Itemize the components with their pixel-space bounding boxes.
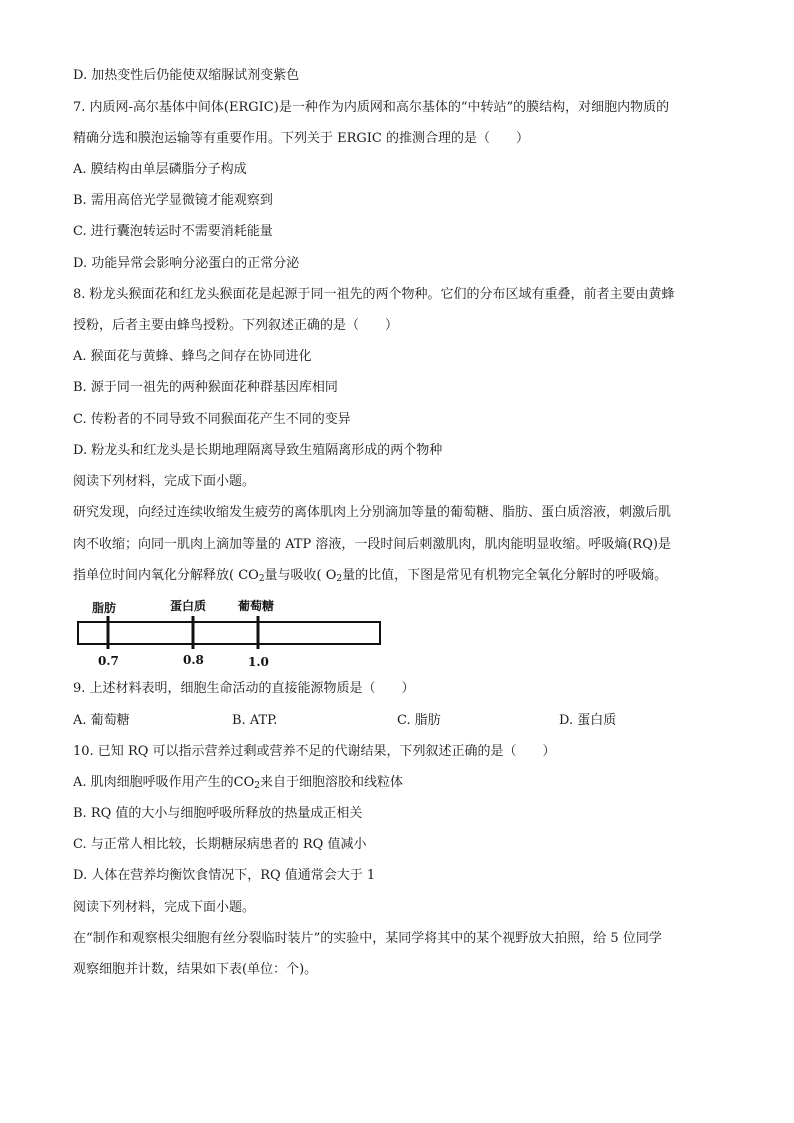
q9-option-b: B. ATP.: [232, 713, 278, 728]
q10-option-b: B. RQ 值的大小与细胞呼吸所释放的热量成正相关: [73, 806, 363, 821]
q10-option-c: C. 与正常人相比较，长期糖尿病患者的 RQ 值减小: [73, 837, 367, 852]
q9-option-a: A. 葡萄糖: [73, 713, 130, 728]
material-2-line-1: 在“制作和观察根尖细胞有丝分裂临时装片”的实验中，某同学将其中的某个视野放大拍照，给 5 位同学: [73, 931, 662, 946]
rq-value-fat: 0.7: [98, 654, 119, 668]
q10-option-a: A. 肌肉细胞呼吸作用产生的$CO_2$来自于细胞溶胶和线粒体: [73, 775, 404, 791]
q9-stem: 9. 上述材料表明，细胞生命活动的直接能源物质是（ ）: [73, 681, 415, 696]
material-1-line-1: 研究发现，向经过连续收缩发生疲劳的离体肌肉上分别滴加等量的葡萄糖、脂肪、蛋白质溶液，刺激后肌: [73, 505, 672, 520]
q7-stem-line-1: 7. 内质网-高尔基体中间体(ERGIC)是一种作为内质网和高尔基体的“中转站”的膜结构，对细胞内物质的: [73, 100, 670, 115]
rq-value-glucose: 1.0: [248, 655, 269, 669]
rq-label-glucose: 葡萄糖: [238, 599, 275, 613]
q7-option-b: B. 需用高倍光学显微镜才能观察到: [73, 193, 273, 208]
rq-figure: [76, 598, 386, 672]
q6-option-d: D. 加热变性后仍能使双缩脲试剂变紫色: [73, 68, 300, 83]
q9-options: [73, 711, 733, 731]
q10-stem: 10. 已知 RQ 可以指示营养过剩或营养不足的代谢结果，下列叙述正确的是（ ）: [73, 744, 556, 759]
q8-stem-line-2: 授粉，后者主要由蜂鸟授粉。下列叙述正确的是（ ）: [73, 318, 399, 333]
q8-option-d: D. 粉龙头和红龙头是长期地理隔离导致生殖隔离形成的两个物种: [73, 443, 443, 458]
q7-option-d: D. 功能异常会影响分泌蛋白的正常分泌: [73, 256, 300, 271]
q7-option-c: C. 进行囊泡转运时不需要消耗能量: [73, 224, 273, 239]
q10-option-d: D. 人体在营养均衡饮食情况下，RQ 值通常会大于 1: [73, 868, 376, 883]
rq-label-fat: 脂肪: [92, 601, 117, 615]
material-2-line-2: 观察细胞并计数，结果如下表(单位：个)。: [73, 962, 318, 977]
reading-instruction-2: 阅读下列材料，完成下面小题。: [73, 900, 256, 915]
rq-scale-diagram: [76, 598, 386, 672]
q7-option-a: A. 膜结构由单层磷脂分子构成: [73, 162, 247, 177]
material-1-line-2: 肉不收缩；向同一肌肉上滴加等量的 ATP 溶液，一段时间后刺激肌肉，肌肉能明显收缩。呼吸熵(RQ)是: [73, 537, 671, 552]
q9-option-d: D. 蛋白质: [559, 713, 617, 728]
q9-option-c: C. 脂肪: [397, 713, 441, 728]
q8-stem-line-1: 8. 粉龙头猴面花和红龙头猴面花是起源于同一祖先的两个物种。它们的分布区域有重叠，前者主要由黄蜂: [73, 287, 675, 302]
material-1-line-3: 指单位时间内氧化分解释放( $CO_2$量与吸收( $O_2$量的比值，下图是常见有机物完全氧化分解时的呼吸熵。: [73, 568, 668, 584]
rq-label-protein: 蛋白质: [170, 599, 207, 613]
q7-stem-line-2: 精确分选和膜泡运输等有重要作用。下列关于 ERGIC 的推测合理的是（ ）: [73, 131, 530, 146]
reading-instruction-1: 阅读下列材料，完成下面小题。: [73, 474, 256, 489]
q8-option-c: C. 传粉者的不同导致不同猴面花产生不同的变异: [73, 412, 351, 427]
q8-option-a: A. 猴面花与黄蜂、蜂鸟之间存在协同进化: [73, 349, 312, 364]
q8-option-b: B. 源于同一祖先的两种猴面花种群基因库相同: [73, 380, 338, 395]
rq-scale-bar: [78, 622, 380, 644]
rq-value-protein: 0.8: [183, 653, 204, 667]
